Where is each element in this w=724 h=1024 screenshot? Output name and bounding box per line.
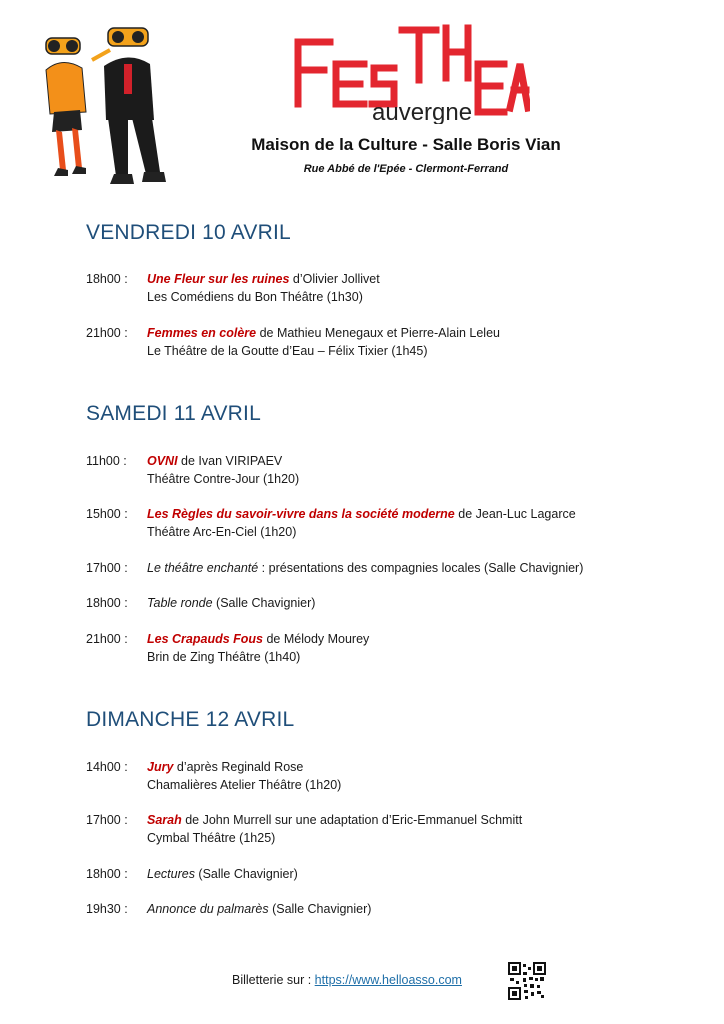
event-author: d’Olivier Jollivet (289, 272, 380, 286)
festhea-logo (290, 20, 530, 124)
event-author: de Ivan VIRIPAEV (177, 454, 283, 468)
venue-address: Rue Abbé de l'Epée - Clermont-Ferrand (303, 163, 509, 175)
event-time: 17h00 : (86, 561, 128, 575)
ticketing-label: Billetterie sur : (232, 973, 315, 987)
event-title: Lectures (147, 867, 195, 881)
event-title: Sarah (147, 813, 182, 827)
ticketing-footer (232, 973, 462, 987)
event-time: 18h00 : (86, 272, 128, 286)
svg-text:auvergne: auvergne (372, 99, 473, 124)
event-time: 21h00 : (86, 326, 128, 340)
event-detail: (Salle Chavignier) (268, 902, 372, 916)
event-title: Les Crapauds Fous (147, 632, 263, 646)
event-author: de John Murrell sur une adaptation d’Eric-Emmanuel Schmitt (181, 813, 523, 827)
event-time: 18h00 : (86, 867, 128, 881)
event-time: 15h00 : (86, 507, 128, 521)
event-detail: (Salle Chavignier) (212, 596, 316, 610)
venue-name: Maison de la Culture - Salle Boris Vian (251, 135, 561, 154)
event-author: de Mélody Mourey (263, 632, 370, 646)
event-time: 17h00 : (86, 813, 128, 827)
event-detail: (Salle Chavignier) (194, 867, 298, 881)
venue-header (200, 135, 612, 175)
event-title: Les Règles du savoir-vivre dans la société moderne (147, 507, 455, 521)
event-title: Le théâtre enchanté (147, 561, 259, 575)
event-title: Table ronde (147, 596, 213, 610)
illustration-spectators (32, 20, 172, 192)
day-title: VENDREDI 10 AVRIL (86, 221, 291, 244)
event-company: Brin de Zing Théâtre (1h40) (147, 650, 301, 664)
event-company: Chamalières Atelier Théâtre (1h20) (147, 778, 342, 792)
event-author: de Mathieu Menegaux et Pierre-Alain Leleu (256, 326, 500, 340)
event-title: OVNI (147, 454, 178, 468)
qr-code-icon (508, 962, 546, 1000)
event-time: 18h00 : (86, 596, 128, 610)
ticketing-link[interactable]: https://www.helloasso.com (314, 973, 462, 987)
day-title: SAMEDI 11 AVRIL (86, 402, 261, 425)
event-time: 19h30 : (86, 902, 128, 916)
event-title: Femmes en colère (147, 326, 257, 340)
event-time: 11h00 : (86, 454, 127, 468)
event-company: Théâtre Arc-En-Ciel (1h20) (147, 525, 297, 539)
event-company: Le Théâtre de la Goutte d’Eau – Félix Tixier (1h45) (147, 344, 428, 358)
event-time: 21h00 : (86, 632, 128, 646)
event-author: d’après Reginald Rose (173, 760, 304, 774)
event-title: Jury (147, 760, 174, 774)
event-title: Annonce du palmarès (147, 902, 269, 916)
event-title: Une Fleur sur les ruines (147, 272, 290, 286)
event-time: 14h00 : (86, 760, 128, 774)
event-company: Cymbal Théâtre (1h25) (147, 831, 276, 845)
event-company: Les Comédiens du Bon Théâtre (1h30) (147, 290, 363, 304)
event-author: de Jean-Luc Lagarce (454, 507, 576, 521)
day-title: DIMANCHE 12 AVRIL (86, 708, 295, 731)
event-company: Théâtre Contre-Jour (1h20) (147, 472, 300, 486)
event-detail: : présentations des compagnies locales (Salle Chavignier) (258, 561, 584, 575)
